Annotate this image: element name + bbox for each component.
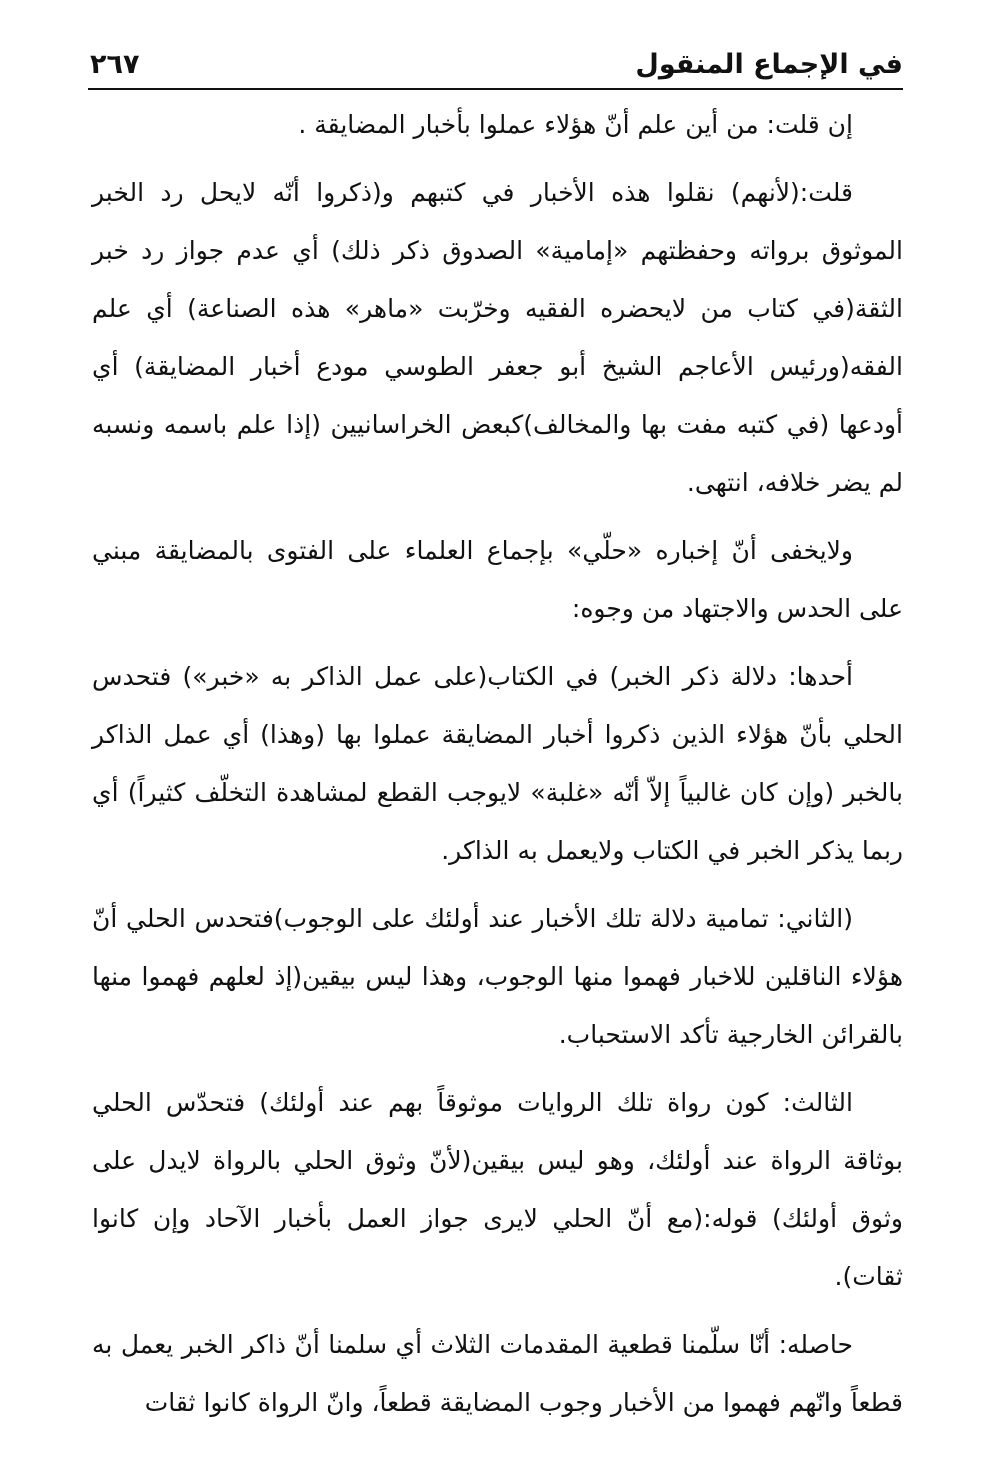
running-title: في الإجماع المنقول (635, 49, 903, 81)
page-number: ٢٦٧ (90, 49, 140, 81)
paragraph-answer: قلت:(لأنهم) نقلوا هذه الأخبار في كتبهم و(ذكروا أنّه لايحل رد الخبر الموثوق برواته وحفظتهم «إمامية» الصدوق ذكر ذلك) أي عدم جواز رد خبر الثقة(في كتاب من لايحضره الفقيه وخرّبت «ماهر» هذه الصناعة) أي علم الفقه(ورئيس الأعاجم الشيخ أبو جعفر الطوسي مودع أخبار المضايقة) أي أودعها (في كتبه مفت بها والمخالف)كبعض الخراسانيين (إذا علم باسمه ونسبه لم يضر خلافه، انتهى. (92, 178, 903, 497)
running-header (88, 38, 903, 90)
paragraph-first-aspect: أحدها: دلالة ذكر الخبر) في الكتاب(على عمل الذاكر به «خبر») فتحدس الحلي بأنّ هؤلاء الذين ذكروا أخبار المضايقة عملوا بها (وهذا) أي عمل الذاكر بالخبر (وإن كان غالبياً إلاّ أنّه «غلبة» لايوجب القطع لمشاهدة التخلّف كثيراً) أي ربما يذكر الخبر في الكتاب ولايعمل به الذاكر. (92, 662, 903, 865)
body-text (92, 96, 903, 1432)
paragraph-second-aspect: (الثاني: تمامية دلالة تلك الأخبار عند أولئك على الوجوب)فتحدس الحلي أنّ هؤلاء الناقلين للاخبار فهموا منها الوجوب، وهذا ليس بيقين(إذ لعلهم فهموا منها بالقرائن الخارجية تأكد الاستحباب. (92, 904, 903, 1049)
paragraph-observation: ولايخفى أنّ إخباره «حلّي» بإجماع العلماء على الفتوى بالمضايقة مبني على الحدس والاجتهاد من وجوه: (92, 536, 903, 623)
paragraph-third-aspect: الثالث: كون رواة تلك الروايات موثوقاً بهم عند أولئك) فتحدّس الحلي بوثاقة الرواة عند أولئك، وهو ليس بيقين(لأنّ وثوق الحلي بالرواة لايدل على وثوق أولئك) قوله:(مع أنّ الحلي لايرى جواز العمل بأخبار الآحاد وإن كانوا ثقات). (92, 1088, 903, 1291)
paragraph-question: إن قلت: من أين علم أنّ هؤلاء عملوا بأخبار المضايقة . (298, 110, 853, 139)
paragraph-summary: حاصله: أنّا سلّمنا قطعية المقدمات الثلاث أي سلمنا أنّ ذاكر الخبر يعمل به قطعاً وانّهم فهموا من الأخبار وجوب المضايقة قطعاً، وانّ الرواة كانوا ثقات (92, 1330, 903, 1417)
